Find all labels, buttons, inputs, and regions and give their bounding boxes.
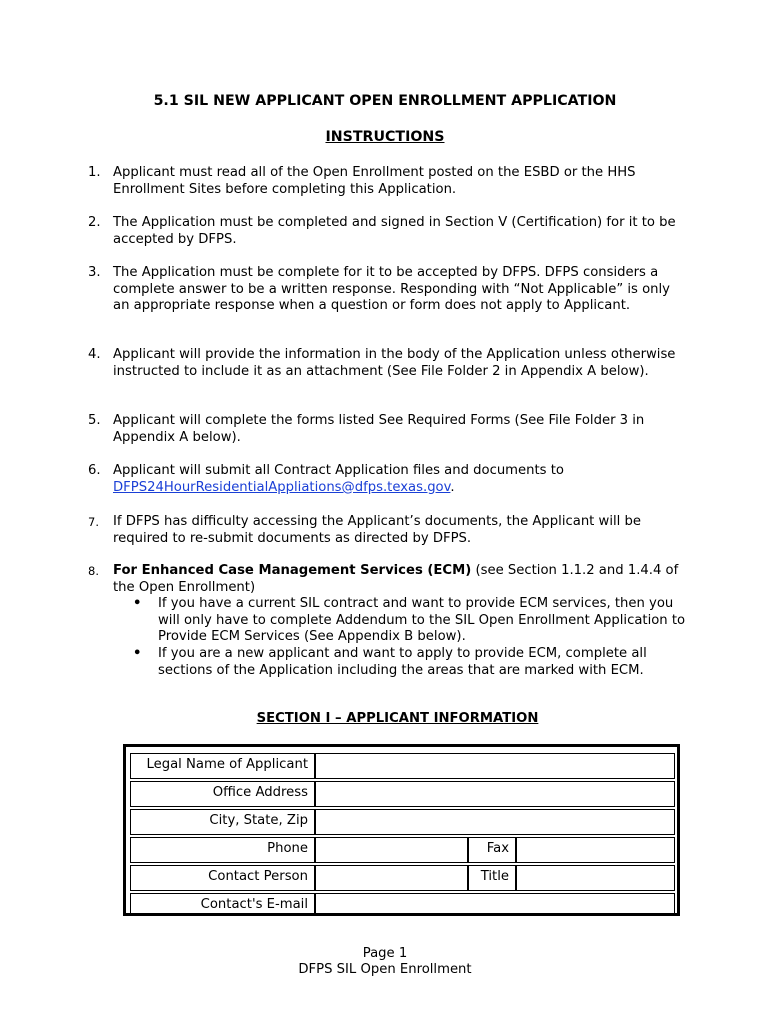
item-number: 6. bbox=[88, 463, 101, 478]
applicant-info-form bbox=[123, 744, 680, 916]
item-text: The Application must be completed and signed in Section V (Certification) for it to be accepted by DFPS. bbox=[113, 215, 676, 247]
item-number: 3. bbox=[88, 265, 101, 280]
ecm-reference: (see Section 1.1.2 and 1.4.4 of the Open Enrollment) bbox=[113, 563, 679, 595]
contact-email-label: Contact's E-mail bbox=[130, 893, 315, 915]
office-address-field[interactable] bbox=[315, 781, 675, 807]
phone-label: Phone bbox=[130, 837, 315, 863]
instructions-heading: INSTRUCTIONS bbox=[325, 129, 445, 145]
item-number: 7. bbox=[88, 515, 99, 529]
contact-person-label: Contact Person bbox=[130, 865, 315, 891]
item-text bbox=[113, 563, 688, 679]
office-address-label: Office Address bbox=[130, 781, 315, 807]
item-text bbox=[113, 463, 688, 496]
item-text: Applicant will provide the information in the body of the Application unless otherwise instructed to include it as an attachment (See File Folder 2 in Appendix A below). bbox=[113, 347, 676, 379]
document-title: 5.1 SIL NEW APPLICANT OPEN ENROLLMENT APPLICATION bbox=[153, 93, 617, 109]
legal-name-label: Legal Name of Applicant bbox=[130, 753, 315, 779]
item-text: Applicant must read all of the Open Enrollment posted on the ESBD or the HHS Enrollment Sites before completing this Application. bbox=[113, 165, 636, 197]
ecm-bullet: • If you are a new applicant and want to apply to provide ECM, complete all sections of the Application including the areas that are marked with ECM. bbox=[113, 646, 688, 679]
item-text: Applicant will complete the forms listed See Required Forms (See File Folder 3 in Appendix A below). bbox=[113, 413, 645, 445]
section-1-heading: SECTION I – APPLICANT INFORMATION bbox=[256, 711, 539, 726]
footer-doc-name: DFPS SIL Open Enrollment bbox=[298, 962, 472, 977]
ecm-bullet-list bbox=[113, 596, 688, 679]
item-text-tail: . bbox=[450, 479, 455, 495]
email-link[interactable]: DFPS24HourResidentialAppliations@dfps.texas.gov bbox=[113, 479, 451, 495]
item-text: If DFPS has difficulty accessing the Applicant’s documents, the Applicant will be required to re-submit documents as directed by DFPS. bbox=[113, 514, 641, 546]
item-number: 8. bbox=[88, 564, 99, 578]
title-label: Title bbox=[468, 865, 516, 891]
item-number: 2. bbox=[88, 215, 101, 230]
fax-field[interactable] bbox=[516, 837, 675, 863]
city-state-zip-label: City, State, Zip bbox=[130, 809, 315, 835]
item-number: 5. bbox=[88, 413, 101, 428]
phone-field[interactable] bbox=[315, 837, 468, 863]
contact-email-field[interactable] bbox=[315, 893, 675, 915]
legal-name-field[interactable] bbox=[315, 753, 675, 779]
contact-person-field[interactable] bbox=[315, 865, 468, 891]
city-state-zip-field[interactable] bbox=[315, 809, 675, 835]
item-text-lead: Applicant will submit all Contract Application files and documents to bbox=[113, 463, 564, 478]
item-number: 4. bbox=[88, 347, 101, 362]
item-text: The Application must be complete for it to be accepted by DFPS. DFPS considers a complete answer to be a written response. Responding with “Not Applicable” is only an appropriate response when a question or form does not apply to Applicant. bbox=[113, 265, 670, 314]
title-field[interactable] bbox=[516, 865, 675, 891]
page-number: Page 1 bbox=[362, 946, 408, 961]
ecm-bullet: • If you have a current SIL contract and want to provide ECM services, then you will only have to complete Addendum to the SIL Open Enrollment Application to Provide ECM Services (See Appendix B below). bbox=[113, 596, 688, 646]
item-number: 1. bbox=[88, 165, 101, 180]
fax-label: Fax bbox=[468, 837, 516, 863]
ecm-heading: For Enhanced Case Management Services (ECM) bbox=[113, 563, 472, 578]
